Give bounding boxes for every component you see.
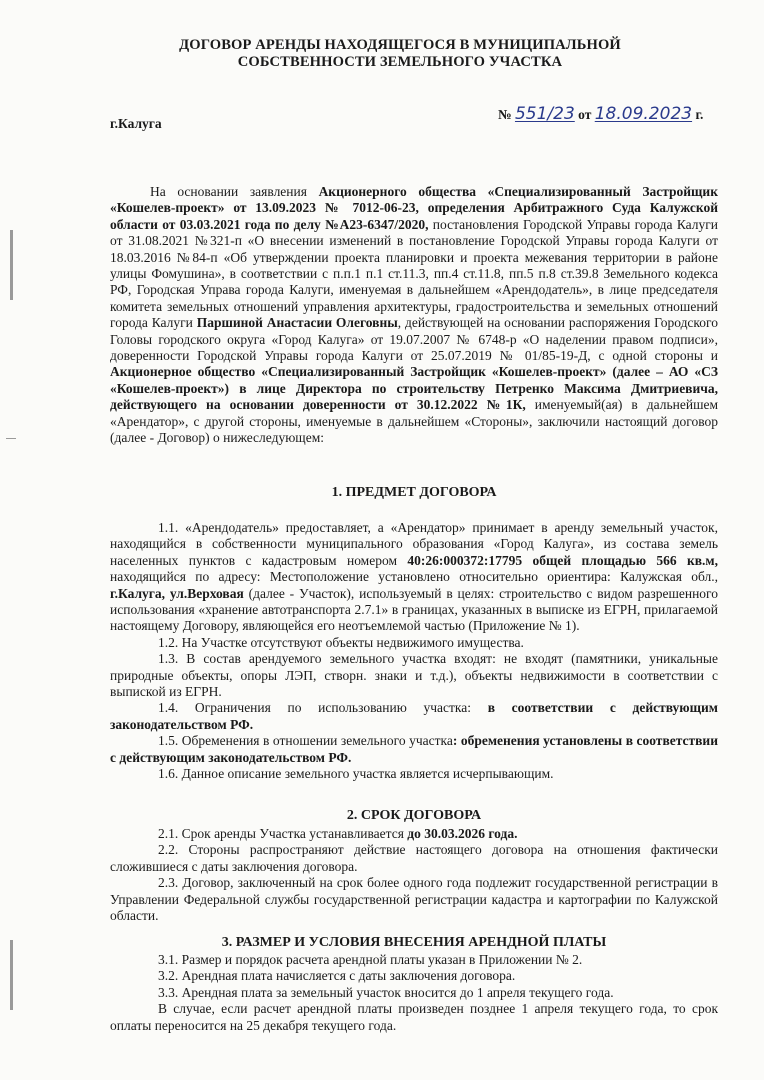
contract-number: 551/23 (514, 104, 575, 124)
preamble-bold: Акционерного общества «Специализированный Застройщик «Кошелев-проект» от 13.09.2023 № 7012-06-23, определения Арбитражного Суда Калужской области от 03.03.2021 года по делу №А23-6347/2020, (110, 184, 718, 232)
clause-text: (далее - Участок), используемый в целях: строительство с видом разрешенного использования «хранение автотранспорта 2.7.1» в границах, указанных в выписке из ЕГРН, прилагаемой настоящему Договору, являющейся его неотъемлемой частью (Приложение № 1). (110, 585, 718, 634)
clause-text: 1.5. Обременения в отношении земельного участка (158, 733, 453, 749)
title-line-1: ДОГОВОР АРЕНДЫ НАХОДЯЩЕГОСЯ В МУНИЦИПАЛЬНОЙ (179, 37, 621, 53)
clause-1-6: 1.6. Данное описание земельного участка является исчерпывающим. (158, 766, 554, 782)
lease-end-date: до 30.03.2026 года. (407, 826, 518, 841)
city: г.Калуга (110, 116, 162, 131)
clause-1-5 (110, 733, 718, 766)
from-label: от (578, 107, 592, 122)
number-sign: № (498, 107, 512, 122)
lessor-representative: Паршиной Анастасии Олеговны (196, 315, 398, 331)
section-3-body (110, 952, 718, 1034)
clause-text: 1.1. «Арендодатель» предоставляет, а «Арендатор» принимает в аренду земельный участок, находящийся в собственности муниципального образования «Город Калуга», из состава земель населенных пунктов с кадастровым номером (110, 520, 718, 568)
section-1-body (110, 520, 718, 783)
clause-2-1 (110, 826, 718, 842)
clause-2-2: 2.2. Стороны распространяют действие настоящего договора на отношения фактически сложившиеся с даты заключения договора. (110, 842, 718, 874)
preamble-text: именуемый(ая) в дальнейшем «Арендатор», с другой стороны, именуемые в дальнейшем «Стороны», заключили настоящий договор (далее - Договор) о нижеследующем: (110, 397, 718, 446)
lessee-name: Акционерное общество «Специализированный Застройщик «Кошелев-проект» (далее – АО «СЗ «Кошелев-проект») в лице Директора по строительству Петренко Максима Дмитриевича, действующего на основании доверенности от 30.12.2022 №1К, (110, 364, 718, 413)
scan-artifact (10, 230, 13, 300)
clause-bold: : обременения установлены в соответствии с действующим законодательством РФ. (110, 733, 718, 765)
preamble-text: , действующей на основании распоряжения Городского Головы городского округа «Город Калуга» от 19.07.2007 № 6748-р «О наделении правом подписи», доверенности Городской Управы города Калуги от 25.07.2019 № 01/85-19-Д, с одной стороны и (110, 315, 718, 364)
cadastral-info: 40:26:000372:17795 общей площадью 566 кв.м, (407, 552, 718, 568)
clause-3-2: 3.2. Арендная плата начисляется с даты заключения договора. (158, 968, 516, 984)
year-suffix: г. (695, 107, 704, 122)
clause-bold: в соответствии с действующим законодательством РФ. (110, 700, 718, 732)
section-2-body (110, 826, 718, 924)
clause-1-4 (110, 700, 718, 733)
clause-2-3: 2.3. Договор, заключенный на срок более одного года подлежит государственной регистрации в Управлении Федеральной службы государственной регистрации кадастра и картографии по Калужской области. (110, 875, 718, 924)
scan-artifact (10, 940, 13, 1010)
clause-1-2: 1.2. На Участке отсутствуют объекты недвижимого имущества. (158, 634, 524, 650)
clause-text: 1.4. Ограничения по использованию участка: (158, 700, 488, 716)
clause-3-3: 3.3. Арендная плата за земельный участок вносится до 1 апреля текущего года. (158, 984, 614, 1000)
section-1-heading: 1. ПРЕДМЕТ ДОГОВОРА (331, 485, 497, 500)
address: г.Калуга, ул.Верховая (110, 585, 244, 601)
preamble-text: На основании заявления (150, 184, 319, 199)
section-2-heading: 2. СРОК ДОГОВОРА (346, 808, 482, 823)
section-3-heading: 3. РАЗМЕР И УСЛОВИЯ ВНЕСЕНИЯ АРЕНДНОЙ ПЛАТЫ (221, 935, 607, 950)
clause-3-1: 3.1. Размер и порядок расчета арендной платы указан в Приложении № 2. (158, 952, 583, 967)
scan-artifact (6, 438, 16, 439)
preamble (110, 184, 718, 447)
clause-3-4: В случае, если расчет арендной платы произведен позднее 1 апреля текущего года, то срок оплаты переносится на 25 декабря текущего года. (110, 1001, 718, 1033)
clause-text: 2.1. Срок аренды Участка устанавливается (158, 826, 408, 841)
contract-date: 18.09.2023 (594, 104, 693, 124)
document-title (160, 37, 640, 71)
clause-text: находящийся по адресу: Местоположение установлено относительно ориентира: Калужская обл., (110, 569, 718, 585)
title-line-2: СОБСТВЕННОСТИ ЗЕМЕЛЬНОГО УЧАСТКА (237, 54, 563, 70)
preamble-text: постановления Городской Управы города Калуги от 31.08.2021 №321-п «О внесении изменений в постановление Городской Управы города Калуги от 18.03.2016 №84-п «Об утверждении проекта планировки и проекта межевания территории в районе улицы Фомушина», в соответствии с п.п.1 п.1 ст.11.3, пп.4 ст.11.8, пп.5 п.8 ст.39.8 Земельного кодекса РФ, Городская Управа города Калуги, именуемая в дальнейшем «Арендодатель», в лице председателя комитета земельных отношений управления архитектуры, градостроительства и земельных отношений города Калуги (110, 216, 719, 331)
clause-1-1 (110, 520, 718, 635)
preamble-paragraph (110, 184, 718, 447)
contract-number-line (498, 104, 703, 124)
clause-1-3: 1.3. В состав арендуемого земельного участка входят: не входят (памятники, уникальные природные объекты, опоры ЛЭП, створн. знаки и т.д.), объекты недвижимости в соответствии с выпиской из ЕГРН. (110, 651, 718, 700)
